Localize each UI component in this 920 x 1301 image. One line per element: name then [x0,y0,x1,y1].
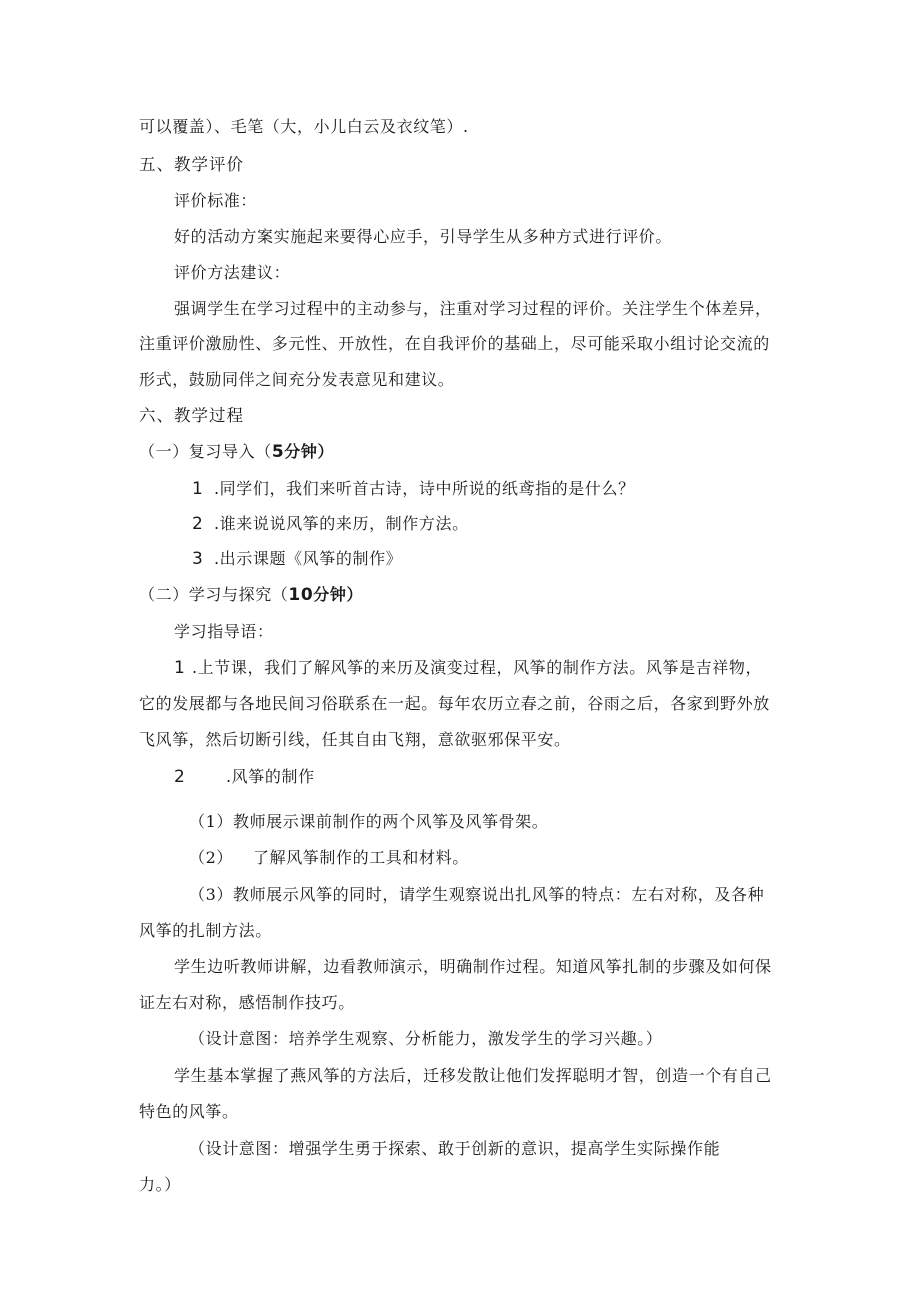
guidance-item-2-text: .风筝的制作 [226,767,315,786]
subsection-explore-label: （二）学习与探究（ [139,585,289,604]
student-activity-line-2: 证左右对称，感悟制作技巧。 [139,993,355,1012]
review-item-3-text: .出示课题《风筝的制作》 [214,549,403,568]
making-step-3-line-1: （3）教师展示风筝的同时，请学生观察说出扎风筝的特点：左右对称，及各种 [189,885,765,904]
review-item-3-number: 3 [192,549,204,569]
guidance-item-1-line-2: 它的发展都与各地民间习俗联系在一起。每年农历立春之前，谷雨之后，各家到野外放 [139,694,770,713]
student-activity-line-1: 学生边听教师讲解，边看教师演示，明确制作过程。知道风筝扎制的步骤及如何保 [174,957,772,976]
design-intent-1: （设计意图：培养学生观察、分析能力，激发学生的学习兴趣。） [189,1029,663,1048]
guidance-label: 学习指导语： [174,622,274,641]
guidance-item-1-line-1 [174,658,762,678]
evaluation-method-text-2: 注重评价激励性、多元性、开放性，在自我评价的基础上，尽可能采取小组讨论交流的 [139,334,770,353]
guidance-item-1-number: 1 [174,658,186,678]
design-intent-2-line-1: （设计意图：增强学生勇于探索、敢于创新的意识，提高学生实际操作能 [189,1139,721,1158]
review-item-3 [192,549,402,569]
transfer-activity-line-2: 特色的风筝。 [139,1102,239,1121]
review-item-2 [192,514,469,534]
evaluation-method-text-1: 强调学生在学习过程中的主动参与，注重对学习过程的评价。关注学生个体差异， [174,299,772,318]
subsection-explore-minutes: 10 [288,585,314,605]
guidance-item-2-number: 2 [174,767,186,787]
making-step-3-line-2: 风筝的扎制方法。 [139,921,272,940]
evaluation-standard-label: 评价标准： [174,191,258,210]
guidance-item-2 [174,767,315,787]
guidance-item-1-text: .上节课，我们了解风筝的来历及演变过程，风筝的制作方法。风筝是吉祥物， [192,658,763,677]
evaluation-method-text-3: 形式，鼓励同伴之间充分发表意见和建议。 [139,370,455,389]
transfer-activity-line-1: 学生基本掌握了燕风筝的方法后，迁移发散让他们发挥聪明才智，创造一个有自己 [174,1066,772,1085]
guidance-item-1-line-3: 飞风筝，然后切断引线，任其自由飞翔，意欲驱邪保平安。 [139,730,571,749]
subsection-review-minutes: 5 [271,442,285,462]
paragraph-materials-end: 可以覆盖）、毛笔（大，小儿白云及衣纹笔）. [139,117,469,136]
making-step-2 [189,848,469,868]
review-item-1-number: 1 [192,479,204,499]
subsection-explore-unit: 分钟） [313,585,364,604]
subsection-review-unit: 分钟） [284,442,335,461]
evaluation-method-label: 评价方法建议： [174,263,291,282]
making-step-2-number: （2） [189,848,233,867]
subsection-review-label: （一）复习导入（ [139,442,272,461]
review-item-2-number: 2 [192,514,204,534]
review-item-1-text: .同学们，我们来听首古诗，诗中所说的纸鸢指的是什么？ [214,479,635,498]
section-heading-process: 六、教学过程 [139,406,244,425]
subsection-heading-explore [139,585,363,605]
making-step-2-text: 了解风筝制作的工具和材料。 [253,848,469,867]
subsection-heading-review [139,442,334,462]
review-item-1 [192,479,635,499]
making-step-1: （1）教师展示课前制作的两个风筝及风筝骨架。 [189,812,549,831]
design-intent-2-line-2: 力。） [139,1175,181,1194]
evaluation-standard-text: 好的活动方案实施起来要得心应手，引导学生从多种方式进行评价。 [174,227,673,246]
review-item-2-text: .谁来说说风筝的来历，制作方法。 [214,514,469,533]
section-heading-evaluation: 五、教学评价 [139,155,244,174]
